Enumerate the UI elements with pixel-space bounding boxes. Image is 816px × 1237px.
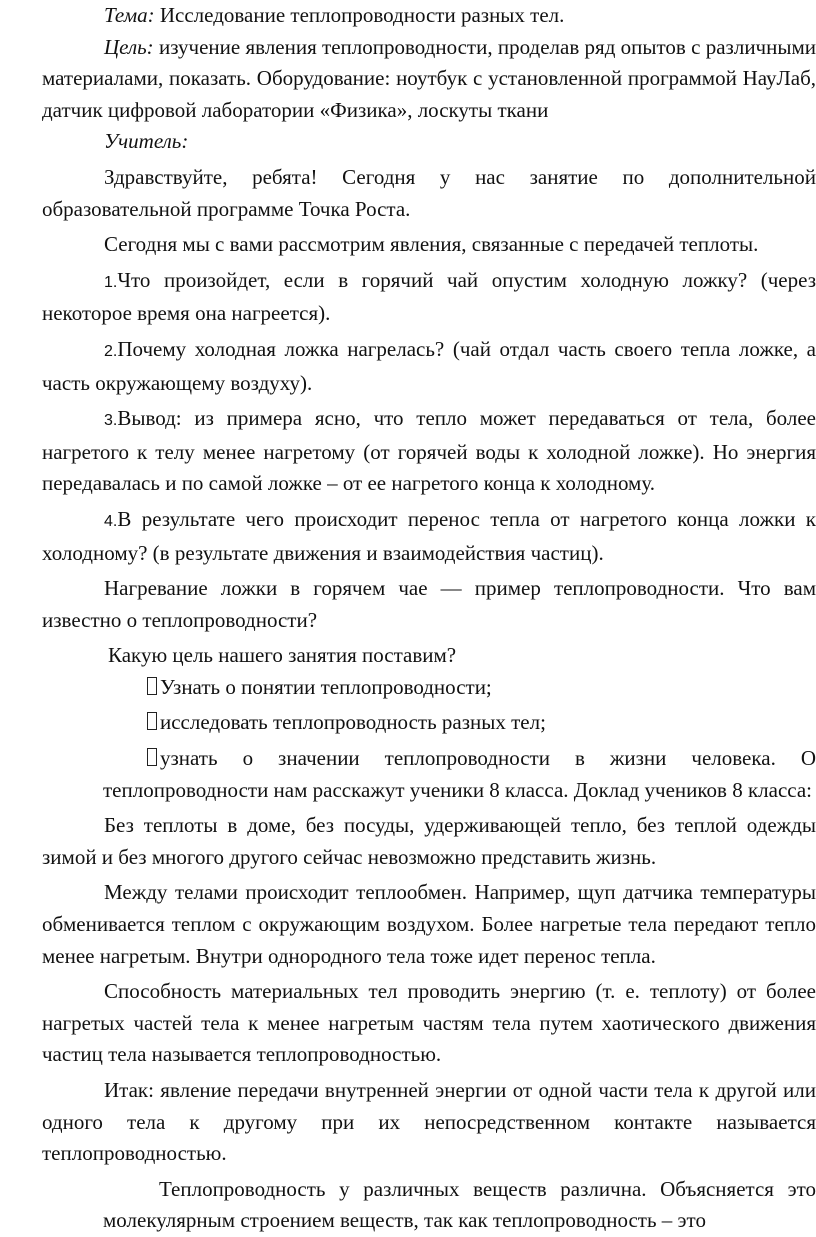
topic-label: Тема: [104,3,155,27]
teacher-label-line [42,126,816,158]
question-1-number: 1. [104,273,118,291]
question-1-text: Что произойдет, если в горячий чай опустим холодную ложку? (через некоторое время она нагреется). [42,267,816,326]
goal-question: Какую цель нашего занятия поставим? [108,643,457,668]
topic-text: Исследование теплопроводности разных тел. [154,3,565,27]
bullet-2-text: исследовать теплопроводность разных тел; [160,710,546,735]
question-3-text: Вывод: из примера ясно, что тепло может передаваться от тела, более нагретого к телу менее нагретому (от горячей воды к холодной ложке). Но энергия передавалась и по самой ложке – от ее нагретого конца к холодному. [42,406,816,496]
heat-exchange-paragraph: Между телами происходит теплообмен. Например, щуп датчика температуры обменивается теплом с окружающим воздухом. Более нагретые тела передают тепло менее нагретым. Внутри однородного тела тоже идет перенос тепла. [42,880,816,968]
list-item [103,707,816,739]
question-3 [42,403,816,500]
without-heat-paragraph: Без теплоты в доме, без посуды, удерживающей тепло, без теплой одежды зимой и без многого другого сейчас невозможно представить жизнь. [42,813,816,869]
greeting-paragraph: Здравствуйте, ребята! Сегодня у нас занятие по дополнительной образовательной программе Точка Роста. [42,164,816,221]
goal-paragraph [42,32,816,127]
bullet-box-icon [147,677,157,695]
question-1 [42,265,816,330]
heating-paragraph: Нагревание ложки в горячем чае — пример теплопроводности. Что вам известно о теплопроводности? [42,576,816,632]
closing-block [42,1174,816,1237]
question-2 [42,334,816,399]
summary-paragraph: Итак: явление передачи внутренней энергии от одной части тела к другой или одного тела к другому при их непосредственном контакте называется теплопроводностью. [42,1078,816,1166]
question-4 [42,504,816,569]
list-item [103,672,816,704]
topic-line [42,0,816,32]
goal-text: изучение явления теплопроводности, проделав ряд опытов с различными материалами, показать. Оборудование: ноутбук с установленной программой НауЛаб, датчик цифровой лаборатории «Физика», лоскуты ткани [42,34,816,122]
question-4-number: 4. [104,512,118,530]
today-paragraph: Сегодня мы с вами рассмотрим явления, связанные с передачей теплоты. [104,232,759,257]
bullet-1-text: Узнать о понятии теплопроводности; [160,674,492,699]
question-2-number: 2. [104,342,118,360]
definition-paragraph: Способность материальных тел проводить энергию (т. е. теплоту) от более нагретых частей тела к менее нагретым частям тела путем хаотического движения частиц тела называется теплопроводностью. [42,979,816,1067]
bullet-3-text: узнать о значении теплопроводности в жизни человека. О теплопроводности нам расскажут ученики 8 класса. Доклад учеников 8 класса: [103,746,816,802]
question-2-text: Почему холодная ложка нагрелась? (чай отдал часть своего тепла ложке, а часть окружающему воздуху). [42,336,816,395]
goals-list [42,672,816,806]
goal-label: Цель: [104,34,154,59]
bullet-box-icon [147,748,157,766]
bullet-box-icon [147,712,157,730]
question-4-text: В результате чего происходит перенос тепла от нагретого конца ложки к холодному? (в результате движения и взаимодействия частиц). [42,506,816,565]
document-page [42,0,816,1237]
list-item [103,743,816,806]
differs-paragraph: Теплопроводность у различных веществ различна. Объясняется это молекулярным строением веществ, так как теплопроводность – это [103,1176,816,1233]
question-3-number: 3. [104,412,118,430]
teacher-label: Учитель: [104,129,189,154]
